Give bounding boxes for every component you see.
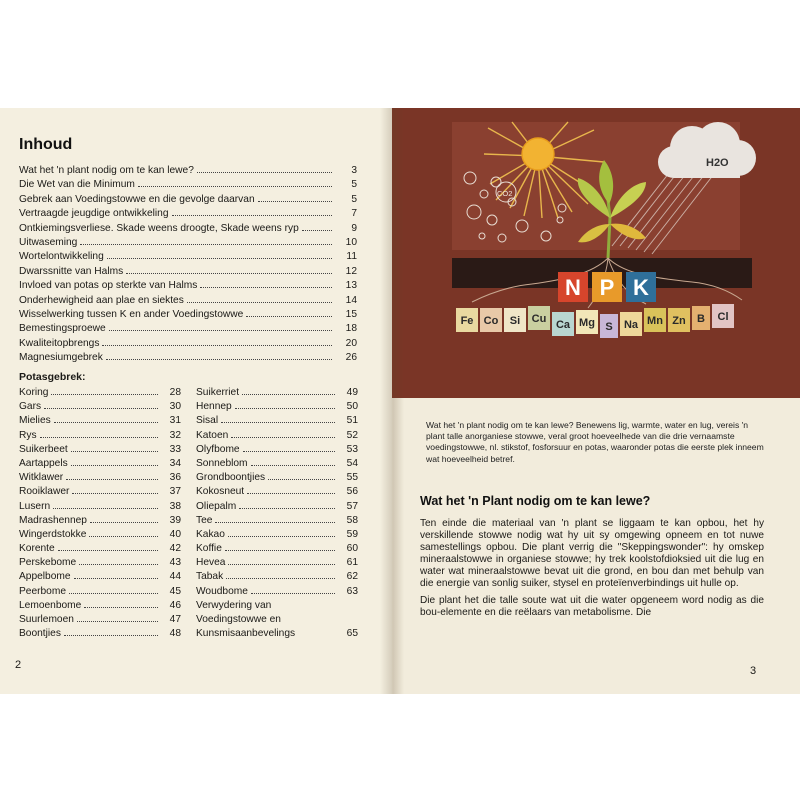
entry-title: Perskebome <box>19 557 77 569</box>
entry-page-number: 50 <box>346 401 358 413</box>
right-page <box>392 108 800 694</box>
body-text <box>420 518 764 623</box>
page-title: Inhoud <box>19 136 73 153</box>
entry-title: Tabak <box>196 571 224 583</box>
left-page <box>0 108 392 694</box>
toc-entry <box>19 279 357 293</box>
entry-page-number: 28 <box>169 387 181 398</box>
leader-dots <box>79 564 158 565</box>
potas-entry <box>19 514 181 528</box>
entry-page-number: 51 <box>346 415 358 427</box>
leader-dots <box>106 359 332 360</box>
leader-dots <box>80 244 332 245</box>
potas-entry <box>19 599 181 613</box>
entry-title: Grondboontjies <box>196 472 266 484</box>
page-number-left: 2 <box>15 659 22 671</box>
potas-entry <box>19 485 181 499</box>
leader-dots <box>109 330 332 331</box>
entry-title: Olyfbome <box>196 443 240 455</box>
leader-dots <box>107 258 332 259</box>
entry-title: Mielies <box>19 415 51 427</box>
leader-dots <box>51 394 158 395</box>
entry-page-number: 3 <box>351 165 357 176</box>
leader-dots <box>215 522 335 523</box>
potas-entry <box>196 528 358 542</box>
potas-entry <box>19 528 181 542</box>
page-number-right: 3 <box>750 665 757 677</box>
potas-entry <box>196 386 358 400</box>
entry-page-number: 14 <box>345 294 357 306</box>
entry-title: Hevea <box>196 557 226 569</box>
leader-dots <box>66 479 158 480</box>
potas-entry <box>19 471 181 485</box>
leader-dots <box>90 522 158 523</box>
entry-page-number: 34 <box>169 457 181 469</box>
entry-page-number: 13 <box>345 280 357 292</box>
entry-title: Wisselwerking tussen K en ander Voedingstowwe <box>19 308 244 320</box>
potas-entry <box>196 400 358 414</box>
toc-entry <box>19 294 357 308</box>
leader-dots <box>77 621 158 622</box>
entry-title: Hennep <box>196 401 232 413</box>
leader-dots <box>197 172 332 173</box>
toc-entry <box>19 207 357 221</box>
element-symbol: Cl <box>717 311 729 323</box>
entry-page-number: 31 <box>169 415 181 427</box>
potas-entry <box>196 457 358 471</box>
leader-dots <box>126 273 332 274</box>
entry-title: Koffie <box>196 543 222 555</box>
entry-page-number: 52 <box>346 429 358 441</box>
leader-dots <box>221 422 335 423</box>
entry-page-number: 44 <box>169 571 181 583</box>
entry-page-number: 5 <box>351 193 357 205</box>
entry-title: Korente <box>19 543 55 555</box>
element-symbol: Zn <box>672 315 686 327</box>
entry-page-number: 62 <box>346 571 358 583</box>
toc-entry <box>19 250 357 264</box>
leader-dots <box>268 479 335 480</box>
entry-title: Bemestingsproewe <box>19 323 106 335</box>
potas-entry <box>196 556 358 570</box>
toc-entry <box>19 164 357 178</box>
leader-dots <box>44 408 158 409</box>
entry-page-number: 61 <box>346 557 358 569</box>
h2o-label: H2O <box>706 157 729 169</box>
entry-page-number: 18 <box>345 323 357 335</box>
entry-page-number: 49 <box>346 387 358 398</box>
entry-page-number: 55 <box>346 472 358 484</box>
potas-entry <box>196 443 358 457</box>
entry-title: Oliepalm <box>196 500 237 512</box>
potas-entry <box>196 585 358 599</box>
leader-dots <box>40 437 158 438</box>
paragraph-2: Die plant het die talle soute wat uit die water opgeneem word nodig as die bou-elemente en die reëlaars van metabolisme. Die <box>420 594 764 618</box>
leader-dots <box>138 186 332 187</box>
element-symbol: B <box>697 313 705 325</box>
leader-dots <box>235 408 335 409</box>
entry-title: Kokosneut <box>196 486 245 498</box>
potas-entry <box>19 414 181 428</box>
entry-page-number: 60 <box>346 543 358 555</box>
potas-entry <box>196 471 358 485</box>
leader-dots <box>239 508 335 509</box>
entry-page-number: 10 <box>345 236 357 248</box>
entry-page-number: 43 <box>169 557 181 569</box>
toc-entry <box>19 236 357 250</box>
potas-entry <box>19 400 181 414</box>
section-title-potasgebrek: Potasgebrek: <box>19 371 86 383</box>
entry-page-number: 46 <box>169 599 181 611</box>
entry-title: Rys <box>19 429 37 441</box>
entry-page-number: 11 <box>346 251 357 263</box>
entry-title: Sonneblom <box>196 457 248 469</box>
entry-page-number: 47 <box>169 614 181 625</box>
entry-page-number: 36 <box>169 472 181 484</box>
element-symbol: Na <box>623 319 639 331</box>
entry-page-number: 53 <box>346 443 358 455</box>
potas-entry <box>19 627 181 641</box>
entry-title: Suurlemoen <box>19 614 74 625</box>
potas-entry <box>196 599 358 642</box>
entry-page-number: 42 <box>169 543 181 555</box>
potas-entry <box>19 585 181 599</box>
leader-dots <box>251 465 335 466</box>
entry-title: Wortelontwikkeling <box>19 251 104 263</box>
element-symbol: Co <box>483 315 499 327</box>
potas-entry <box>19 556 181 570</box>
entry-page-number: 45 <box>169 585 181 597</box>
leader-dots <box>84 607 158 608</box>
potas-list-column-1 <box>19 386 181 641</box>
potas-entry <box>196 542 358 556</box>
leader-dots <box>225 550 335 551</box>
book-spread <box>0 108 800 694</box>
entry-title: Invloed van potas op sterkte van Halms <box>19 280 198 292</box>
leader-dots <box>71 465 158 466</box>
element-blocks <box>456 304 734 338</box>
entry-page-number: 26 <box>345 352 357 364</box>
element-symbol: Fe <box>460 315 474 327</box>
entry-page-number: 32 <box>169 429 181 441</box>
element-symbol: Cu <box>531 313 547 325</box>
leader-dots <box>53 508 158 509</box>
entry-title: Koring <box>19 387 49 398</box>
npk-blocks <box>558 272 656 302</box>
entry-page-number: 57 <box>346 500 358 512</box>
toc-entry <box>19 265 357 279</box>
entry-title: Kakao <box>196 528 225 540</box>
leader-dots <box>228 536 335 537</box>
entry-title: Woudbome <box>196 585 248 597</box>
potas-entry <box>19 386 181 400</box>
toc-entry <box>19 322 357 336</box>
leader-dots <box>231 437 335 438</box>
entry-title: Uitwaseming <box>19 236 78 248</box>
leader-dots <box>258 201 332 202</box>
entry-title: Onderhewigheid aan plae en siektes <box>19 294 184 306</box>
npk-letter: K <box>633 275 649 300</box>
potas-entry <box>196 414 358 428</box>
entry-page-number: 30 <box>169 401 181 413</box>
leader-dots <box>243 451 335 452</box>
entry-page-number: 9 <box>351 222 357 234</box>
entry-title: Verwydering van Voedingstowwe en Kunsmisaanbevelings <box>196 599 296 640</box>
entry-page-number: 38 <box>169 500 181 512</box>
element-symbol: Mn <box>647 315 663 327</box>
leader-dots <box>251 593 335 594</box>
entry-page-number: 59 <box>346 528 358 540</box>
entry-title: Witklawer <box>19 472 64 484</box>
entry-page-number: 65 <box>346 628 358 640</box>
leader-dots <box>247 493 335 494</box>
potas-entry <box>196 570 358 584</box>
entry-page-number: 12 <box>345 265 357 277</box>
leader-dots <box>228 564 335 565</box>
co2-label: CO2 <box>497 189 513 198</box>
entry-title: Lusern <box>19 500 51 512</box>
entry-title: Madrashennep <box>19 514 87 526</box>
section-heading: Wat het 'n Plant nodig om te kan lewe? <box>420 494 651 508</box>
entry-page-number: 58 <box>346 514 358 526</box>
leader-dots <box>102 345 332 346</box>
entry-page-number: 20 <box>345 337 357 349</box>
book-gutter <box>380 108 404 694</box>
leader-dots <box>172 215 332 216</box>
potas-entry <box>196 485 358 499</box>
entry-title: Magnesiumgebrek <box>19 352 103 364</box>
leader-dots <box>72 493 158 494</box>
entry-page-number: 40 <box>169 528 181 540</box>
leader-dots <box>242 394 335 395</box>
potas-entry <box>19 613 181 627</box>
leader-dots <box>246 316 332 317</box>
toc-entry <box>19 308 357 322</box>
entry-page-number: 37 <box>169 486 181 498</box>
illustration-svg <box>392 108 800 398</box>
toc-entry <box>19 178 357 192</box>
leader-dots <box>226 578 335 579</box>
potas-entry <box>19 542 181 556</box>
leader-dots <box>74 578 158 579</box>
toc-entry <box>19 351 357 365</box>
entry-title: Katoen <box>196 429 229 441</box>
entry-page-number: 39 <box>169 514 181 526</box>
leader-dots <box>54 422 158 423</box>
element-symbol: Mg <box>579 317 595 329</box>
leader-dots <box>302 230 332 231</box>
entry-page-number: 7 <box>351 208 357 220</box>
illustration-caption: Wat het 'n plant nodig om te kan lewe? Benewens lig, warmte, water en lug, vereis 'n plant talle anorganiese stowwe, veral groot hoeveelhede van die drie vernaamste voedingstowwe, nl. stikstof, fosforsuur en potas, waaronder potas die eerste plek inneem wat hoeveelheid betref. <box>426 420 764 464</box>
entry-title: Rooiklawer <box>19 486 70 498</box>
entry-title: Suikerbeet <box>19 443 68 455</box>
entry-page-number: 5 <box>351 179 357 191</box>
entry-title: Sisal <box>196 415 219 427</box>
leader-dots <box>187 302 332 303</box>
leader-dots <box>71 451 158 452</box>
potas-entry <box>196 429 358 443</box>
element-symbol: Si <box>509 315 521 327</box>
leader-dots <box>64 635 158 636</box>
potas-entry <box>196 500 358 514</box>
entry-title: Wingerdstokke <box>19 528 87 540</box>
leader-dots <box>58 550 158 551</box>
entry-title: Aartappels <box>19 457 68 469</box>
entry-title: Boontjies <box>19 628 61 640</box>
entry-title: Die Wet van die Minimum <box>19 179 135 191</box>
npk-letter: P <box>599 275 615 300</box>
entry-title: Tee <box>196 514 213 526</box>
element-symbol: S <box>605 321 613 333</box>
entry-title: Appelbome <box>19 571 71 583</box>
entry-title: Vertraagde jeugdige ontwikkeling <box>19 208 169 220</box>
toc-entry <box>19 193 357 207</box>
npk-letter: N <box>565 275 581 300</box>
potas-entry <box>19 457 181 471</box>
entry-title: Gebrek aan Voedingstowwe en die gevolge daarvan <box>19 193 255 205</box>
potas-entry <box>19 443 181 457</box>
toc-entry <box>19 222 357 236</box>
entry-page-number: 33 <box>169 443 181 455</box>
element-symbol: Ca <box>555 319 571 331</box>
entry-title: Dwarssnitte van Halms <box>19 265 124 277</box>
entry-title: Peerbome <box>19 585 67 597</box>
leader-dots <box>69 593 158 594</box>
leader-dots <box>89 536 158 537</box>
entry-title: Kwaliteitopbrengs <box>19 337 100 349</box>
entry-page-number: 15 <box>345 308 357 320</box>
paragraph-1: Ten einde die materiaal van 'n plant se liggaam te kan opbou, het hy verskillende stowwe nodig wat hy uit sy omgewing opneem en tot nuwe samestellings opbou. Die plant verrig die "Skeppingswonder": hy omskep mineraalstowwe in organiese stowwe; hy trek koolstofdioksied uit die lug en water wat mineraalstowwe bevat uit die grond, en bou dan met behulp van die energie van sonlig suiker, stysel en proteïenverbindings uit hulle op. <box>420 518 764 590</box>
entry-title: Wat het 'n plant nodig om te kan lewe? <box>19 165 194 176</box>
entry-page-number: 63 <box>346 585 358 597</box>
entry-title: Gars <box>19 401 42 413</box>
potas-entry <box>196 514 358 528</box>
potas-list-column-2 <box>196 386 358 641</box>
toc-entry <box>19 337 357 351</box>
entry-title: Suikerriet <box>196 387 240 398</box>
table-of-contents <box>19 164 357 365</box>
entry-page-number: 48 <box>169 628 181 640</box>
plant-nutrition-illustration <box>392 108 800 398</box>
entry-title: Ontkiemingsverliese. Skade weens droogte, Skade weens ryp <box>19 222 299 234</box>
entry-page-number: 56 <box>346 486 358 498</box>
potas-entry <box>19 570 181 584</box>
potas-entry <box>19 500 181 514</box>
potas-entry <box>19 429 181 443</box>
entry-title: Lemoenbome <box>19 599 82 611</box>
leader-dots <box>200 287 332 288</box>
entry-page-number: 54 <box>346 457 358 469</box>
